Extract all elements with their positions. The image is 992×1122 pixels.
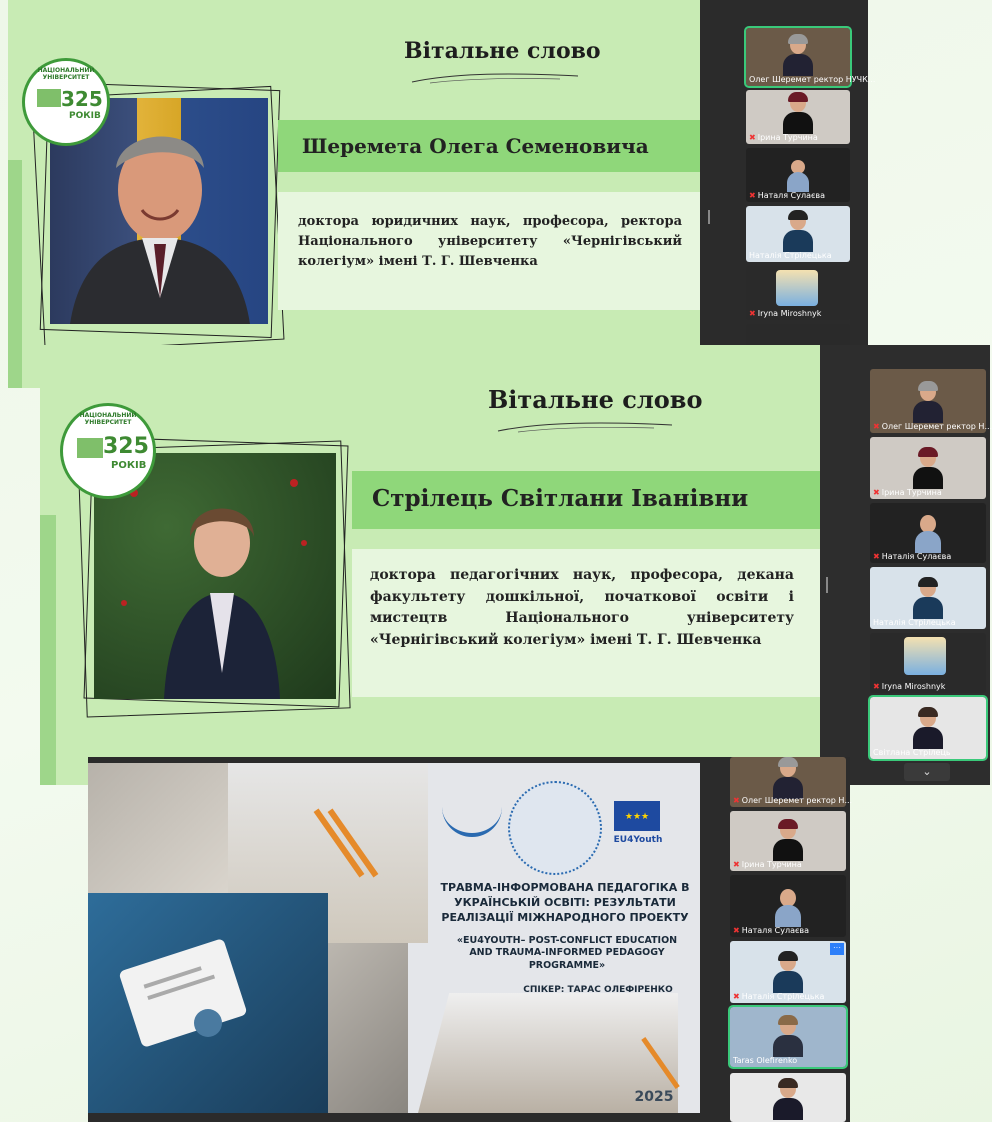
mic-muted-icon: ✖ [749, 191, 756, 200]
participant-video [771, 1078, 805, 1120]
participant-video [781, 34, 815, 76]
logo-years-label: РОКІВ [111, 460, 147, 471]
logo-building-icon [37, 89, 61, 107]
participant-name: Наталія Стрілецька [749, 251, 832, 260]
participant-name: Iryna Miroshnyk [881, 682, 946, 691]
participant-name: Олег Шеремет ректор НУЧК... [749, 75, 876, 84]
speaker-name-2: Стрілець Світлани Іванівни [372, 485, 749, 512]
screenshot-3 [88, 757, 853, 1122]
participant-tile[interactable] [870, 697, 986, 759]
logo-years: 325 [103, 434, 149, 459]
eu4youth-wing-logo [442, 803, 502, 837]
participant-gallery-2[interactable] [820, 345, 990, 785]
mic-muted-icon: ✖ [873, 552, 880, 561]
more-options-icon[interactable]: ··· [830, 943, 844, 955]
participant-tile[interactable] [730, 875, 846, 937]
participant-video [771, 757, 805, 799]
participant-name: Iryna Miroshnyk [757, 309, 822, 318]
participant-video [787, 158, 809, 192]
participant-video [911, 447, 945, 489]
logo-years: 325 [61, 87, 103, 111]
participant-name: Ірина Турчина [741, 860, 802, 869]
presentation-subtitle: «EU4YOUTH– POST-CONFLICT EDUCATION AND TRAUMA-INFORMED PEDAGOGY PROGRAMME» [456, 935, 678, 971]
participant-tile[interactable] [870, 567, 986, 629]
participant-tile[interactable] [730, 1073, 846, 1122]
participant-name: Taras Olefirenko [733, 1056, 798, 1065]
participant-tile[interactable] [746, 266, 850, 320]
speaker-desc-band-1 [278, 192, 700, 310]
swash-decoration [410, 70, 580, 86]
university-logo-325 [60, 403, 156, 499]
participant-name: Наталія Стрілецька [741, 992, 825, 1001]
participant-tile[interactable] [870, 437, 986, 499]
participant-name: Ірина Турчина [881, 488, 942, 497]
participant-tile[interactable] [870, 369, 992, 433]
participant-video [781, 92, 815, 134]
participant-tile[interactable] [746, 28, 876, 86]
mic-muted-icon: ✖ [733, 796, 740, 805]
chevron-down-icon[interactable]: ⌄ [904, 763, 950, 781]
participant-name: Світлана Стрілець [873, 748, 951, 757]
participant-tile[interactable] [746, 148, 850, 202]
participant-avatar [776, 270, 818, 306]
presentation-title: ТРАВМА-ІНФОРМОВАНА ПЕДАГОГІКА В УКРАЇНСЬКІЙ ОСВІТІ: РЕЗУЛЬТАТИ РЕАЛІЗАЦІЇ МІЖНАРОДНОГО ПРОЕКТУ [440, 881, 690, 924]
logo-ring-text: НАЦІОНАЛЬНИЙ УНІВЕРСИТЕТ [79, 412, 137, 426]
slide-1-heading: Вітальне слово [404, 38, 601, 64]
participant-name: Наталя Сулаєва [757, 191, 825, 200]
participant-tile[interactable] [870, 633, 986, 693]
speaker-name-band-2 [352, 471, 820, 529]
participant-tile[interactable] [746, 206, 850, 262]
eu4youth-label: EU4Youth [613, 835, 663, 845]
presentation-year: 2025 [634, 1089, 674, 1105]
participant-tile[interactable] [730, 1007, 846, 1067]
participant-tile[interactable] [730, 811, 846, 871]
mic-muted-icon: ✖ [749, 309, 756, 318]
participant-name: Наталя Сулаєва [741, 926, 809, 935]
mic-muted-icon: ✖ [733, 992, 740, 1001]
participant-video [911, 381, 945, 423]
participant-video [911, 707, 945, 749]
mic-muted-icon: ✖ [749, 133, 756, 142]
collage-tablet-photo [88, 893, 328, 1113]
participant-name: Наталія Стрілецька [873, 618, 956, 627]
participant-video [771, 819, 805, 861]
slide-3 [88, 763, 700, 1113]
participant-gallery-1[interactable] [700, 0, 876, 346]
university-logo-325 [22, 58, 110, 146]
participant-name: Ірина Турчина [757, 133, 818, 142]
gallery-resize-handle[interactable] [826, 577, 828, 593]
mic-muted-icon: ✖ [733, 926, 740, 935]
participant-name: Наталія Сулаєва [881, 552, 952, 561]
participant-tile[interactable] [730, 757, 853, 807]
screenshot-2 [40, 345, 990, 785]
logo-ring-text: НАЦІОНАЛЬНИЙ УНІВЕРСИТЕТ [37, 67, 95, 81]
slide-1 [8, 0, 700, 388]
slide-2-accent-strip [40, 515, 56, 785]
eu-flag-icon: ★★★ [614, 801, 660, 831]
speaker-description-1: доктора юридичних наук, професора, ректора Національного університету «Чернігівський колегіум» імені Т. Г. Шевченка [298, 214, 682, 270]
mic-muted-icon: ✖ [733, 860, 740, 869]
speaker-desc-band-2 [352, 549, 820, 697]
speaker-name-band-1 [278, 120, 700, 172]
mic-muted-icon: ✖ [873, 488, 880, 497]
presentation-speaker: СПІКЕР: ТАРАС ОЛЕФІРЕНКО [523, 985, 673, 995]
participant-video [911, 577, 945, 619]
participant-tile[interactable] [746, 90, 850, 144]
participant-avatar [904, 637, 946, 675]
participant-video [771, 1015, 805, 1057]
participant-name: Олег Шеремет ректор Н... [881, 422, 992, 431]
participant-video [775, 887, 801, 927]
participant-video [781, 210, 815, 252]
slide-2 [40, 345, 820, 785]
swash-decoration [496, 419, 676, 435]
participant-tile[interactable] [870, 503, 986, 563]
slide-1-accent-strip [8, 160, 22, 388]
speaker-name-1: Шеремета Олега Семеновича [302, 134, 649, 158]
logo-building-icon [77, 438, 103, 458]
screenshot-1 [8, 0, 876, 388]
participant-video [915, 513, 941, 553]
speaker-description-2: доктора педагогічних наук, професора, декана факультету дошкільної, початкової освіти і мистецтв Національного університету «Чернігівський колегіум» імені Т. Г. Шевченка [370, 567, 794, 649]
mic-muted-icon: ✖ [873, 422, 880, 431]
participant-video [771, 951, 805, 993]
gallery-resize-handle[interactable] [708, 210, 710, 224]
taras-shevchenko-emblem-icon [508, 781, 602, 875]
mic-muted-icon: ✖ [873, 682, 880, 691]
logo-years-label: РОКІВ [69, 111, 101, 121]
participant-gallery-3[interactable] [700, 757, 853, 1122]
slide-2-heading: Вітальне слово [488, 385, 703, 414]
participant-name: Олег Шеремет ректор Н... [741, 796, 853, 805]
participant-tile[interactable] [730, 941, 846, 1003]
participant-tile[interactable] [746, 324, 850, 346]
